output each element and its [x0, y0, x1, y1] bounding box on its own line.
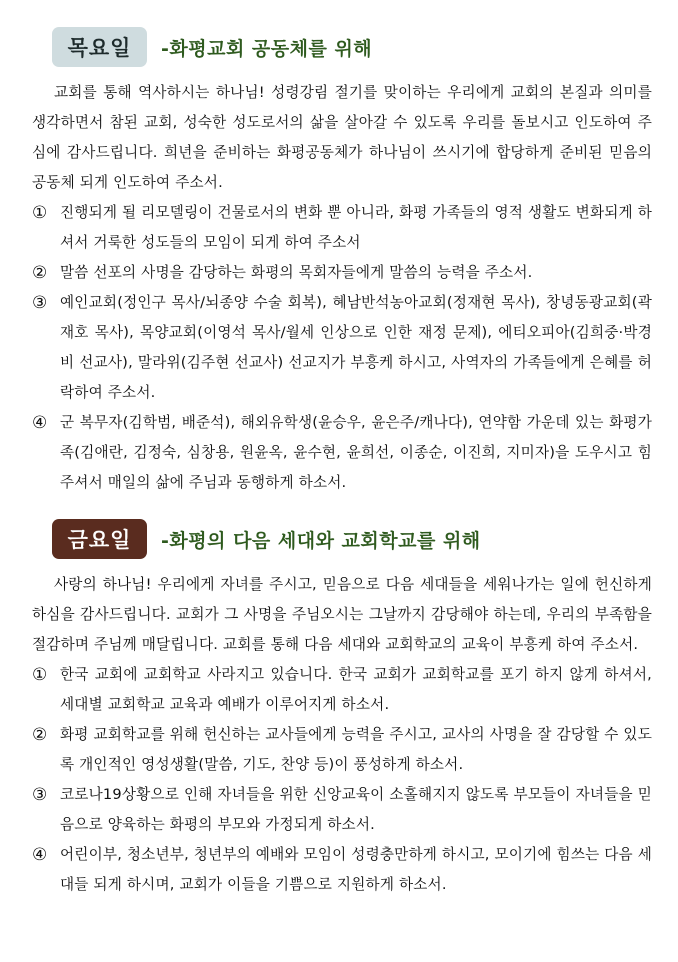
item-number: ④: [32, 845, 48, 865]
item-number: ②: [32, 725, 48, 745]
item-text: 예인교회(정인구 목사/뇌종양 수술 회복), 혜남반석농아교회(정재현 목사), 창녕동광교회(곽재호 목사), 목양교회(이영석 목사/월세 인상으로 인한 재정 문제), 에티오피아(김희중·박경비 선교사), 말라위(김주현 선교사) 선교지가 부흥케 하시고, 사역자의 가족들에게 은혜를 허락하여 주소서.: [60, 294, 652, 401]
thursday-intro-paragraph: 교회를 통해 역사하시는 하나님! 성령강림 절기를 맞이하는 우리에게 교회의 본질과 의미를 생각하면서 참된 교회, 성숙한 성도로서의 삶을 살아갈 수 있도록 우리를 돌보시고 인도하여 주심에 감사드립니다. 희년을 준비하는 화평공동체가 하나님이 쓰시기에 합당하게 준비된 믿음의 공동체 되게 인도하여 주소서.: [32, 84, 652, 191]
item-text: 화평 교회학교를 위해 헌신하는 교사들에게 능력을 주시고, 교사의 사명을 잘 감당할 수 있도록 개인적인 영성생활(말씀, 기도, 찬양 등)이 풍성하게 하소서.: [60, 726, 652, 773]
item-text: 어린이부, 청소년부, 청년부의 예배와 모임이 성령충만하게 하시고, 모이기에 힘쓰는 다음 세대들 되게 하시며, 교회가 이들을 기쁨으로 지원하게 하소서.: [60, 846, 652, 893]
item-text: 코로나19상황으로 인해 자녀들을 위한 신앙교육이 소홀해지지 않도록 부모들이 자녀들을 믿음으로 양육하는 화평의 부모와 가정되게 하소서.: [60, 786, 652, 833]
item-number: ①: [32, 665, 48, 685]
item-text: 군 복무자(김학범, 배준석), 해외유학생(윤승우, 윤은주/캐나다), 연약함 가운데 있는 화평가족(김애란, 김정숙, 심창용, 원윤옥, 윤수현, 윤희선, 이종순, 이진희, 지미자)을 도우시고 힘주셔서 매일의 삶에 주님과 동행하게 하소서.: [60, 414, 652, 491]
item-number: ①: [32, 203, 48, 223]
thursday-prayer-list: [32, 198, 652, 498]
prayer-item: [32, 288, 652, 408]
friday-intro-paragraph: 사랑의 하나님! 우리에게 자녀를 주시고, 믿음으로 다음 세대들을 세워나가는 일에 헌신하게 하심을 감사드립니다. 교회가 그 사명을 주님오시는 그날까지 감당해야 하는데, 우리의 부족함을 절감하며 주님께 매달립니다. 교회를 통해 다음 세대와 교회학교의 교육이 부흥케 하여 주소서.: [32, 576, 652, 653]
prayer-item: [32, 840, 652, 900]
item-number: ④: [32, 413, 48, 433]
prayer-item: [32, 780, 652, 840]
thursday-header: [32, 26, 652, 68]
prayer-item: [32, 408, 652, 498]
thursday-section: [32, 26, 652, 498]
item-number: ③: [32, 785, 48, 805]
item-number: ③: [32, 293, 48, 313]
friday-prayer-list: [32, 660, 652, 900]
thursday-day-badge: 목요일: [52, 27, 147, 67]
item-number: ②: [32, 263, 48, 283]
item-text: 말씀 선포의 사명을 감당하는 화평의 목회자들에게 말씀의 능력을 주소서.: [60, 264, 533, 281]
friday-section: [32, 518, 652, 900]
friday-section-title: -화평의 다음 세대와 교회학교를 위해: [161, 529, 481, 552]
item-text: 진행되게 될 리모델링이 건물로서의 변화 뿐 아니라, 화평 가족들의 영적 생활도 변화되게 하셔서 거룩한 성도들의 모임이 되게 하여 주소서: [60, 204, 652, 251]
friday-day-badge: 금요일: [52, 519, 147, 559]
prayer-item: [32, 720, 652, 780]
prayer-item: [32, 660, 652, 720]
thursday-section-title: -화평교회 공동체를 위해: [161, 37, 373, 60]
friday-header: [32, 518, 652, 560]
prayer-item: [32, 258, 652, 288]
prayer-item: [32, 198, 652, 258]
item-text: 한국 교회에 교회학교 사라지고 있습니다. 한국 교회가 교회학교를 포기 하지 않게 하셔서, 세대별 교회학교 교육과 예배가 이루어지게 하소서.: [60, 666, 652, 713]
